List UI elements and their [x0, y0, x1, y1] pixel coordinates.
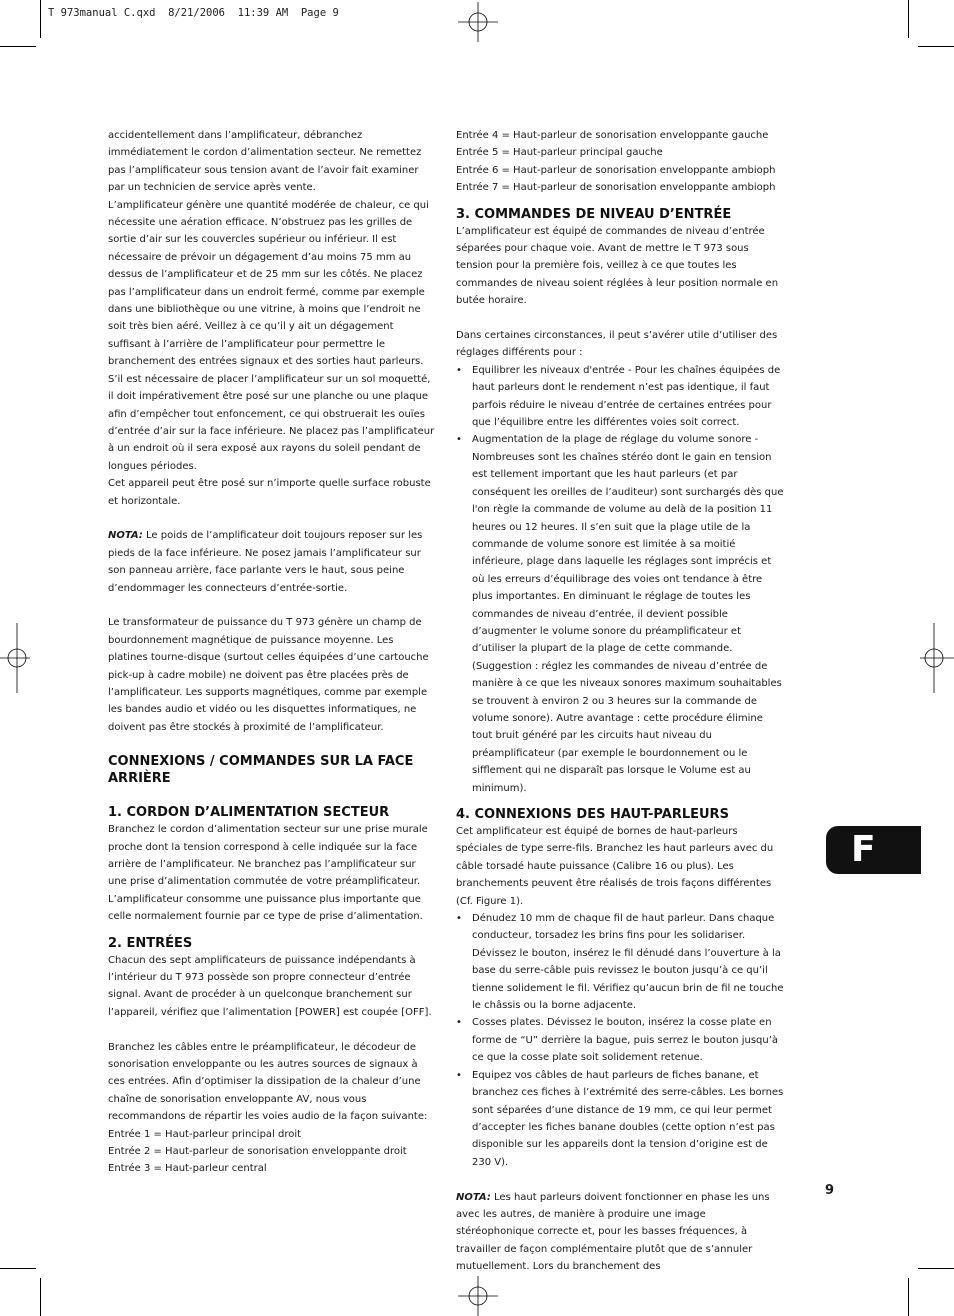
crop-mark — [908, 0, 909, 38]
registration-mark — [920, 623, 954, 693]
registration-mark — [0, 623, 30, 693]
list-item: • Augmentation de la plage de réglage du volume sonore - Nombreuses sont les chaînes stéréo dont le gain en tension est tellement important que les haut parleurs (et par conséquent les oreilles de l’auditeur) sont surchargés dès que l'on règle la commande de volume au delà de la position 11 heures ou 12 heures. Il s’en suit que la plage utile de la commande de volume sonore est limitée à sa moitié inférieure, plage dans laquelle les réglages sont imprécis et où les erreurs d’équilibrage des voies ont tendance à être plus importantes. En diminuant le réglage de toutes les commandes de niveau d’entrée, il devient possible d’augmenter le volume sonore du préamplificateur et d’utiliser la plupart de la plage de cette commande. (Suggestion : réglez les commandes de niveau d’entrée de manière à ce que les niveaux sonores maximum souhaitables se trouvent à environ 2 ou 3 heures sur la commande de volume sonore). Autre avantage : cette procédure élimine tout bruit généré par les circuits haut niveau du préamplificateur (par exemple le bourdonnement ou le sifflement qui ne disparaît pas lorsque le Volume est au minimum). — [456, 431, 784, 797]
input-assignment: Entrée 4 = Haut-parleur de sonorisation enveloppante gauche — [456, 130, 769, 141]
crop-mark — [918, 46, 954, 47]
list-item: • Dénudez 10 mm de chaque fil de haut parleur. Dans chaque conducteur, torsadez les brins fins pour les solidariser. Dévissez le bouton, insérez le fil dénudé dans l’ouverture à la base du serre-câble puis revissez le bouton jusqu’à ce qu’il tienne solidement le fil. Vérifiez qu’aucun brin de fil ne touche le châssis ou la borne adjacente. — [456, 910, 784, 1014]
registration-mark — [458, 2, 498, 42]
list-item: • Cosses plates. Dévissez le bouton, insérez la cosse plate en forme de “U” derrière la bague, puis serrez le bouton jusqu’à ce que la cosse plate soit solidement retenue. — [456, 1014, 784, 1066]
bullet-list — [456, 910, 784, 1171]
nota-label: NOTA: — [456, 1191, 491, 1203]
paragraph: Branchez le cordon d’alimentation secteur sur une prise murale proche dont la tension correspond à celle indiquée sur la face arrière de l’amplificateur. Ne branchez pas l’amplificateur sur une prise d’alimentation commutée de votre préamplificateur. L’amplificateur consomme une puissance plus importante que celle normalement fournie par ce type de prise d’alimentation. — [108, 824, 428, 923]
crop-mark — [918, 1268, 954, 1269]
nota-text: Les haut parleurs doivent fonctionner en phase les uns avec les autres, de manière à produire une image stéréophonique correcte et, pour les basses fréquences, à travailler de façon complémentaire plutôt que de s’annuler mutuellement. Lors du branchement des — [456, 1191, 770, 1273]
crop-mark — [0, 1268, 36, 1269]
left-column — [108, 127, 436, 1178]
paragraph: Cet amplificateur est équipé de bornes de haut-parleurs spéciales de type serre-fils. Branchez les haut parleurs avec du câble torsadé haute puissance (Calibre 16 ou plus). Les branchements peuvent être réalisés de trois façons différentes (Cf. Figure 1). — [456, 826, 774, 907]
input-assignment: Entrée 6 = Haut-parleur de sonorisation enveloppante ambioph — [456, 164, 776, 176]
paragraph: L’amplificateur est équipé de commandes de niveau d’entrée séparées pour chaque voie. Avant de mettre le T 973 sous tension pour la première fois, veillez à ce que toutes les commandes de niveau soient réglées à leur position normale en butée horaire. — [456, 225, 779, 307]
section-heading: 2. ENTRÉES — [108, 935, 193, 951]
paragraph: accidentellement dans l’amplificateur, débranchez immédiatement le cordon d’alimentation secteur. Ne remettez pas l’amplificateur sous tension avant de l’avoir fait examiner par un technicien de service après vente. — [108, 130, 422, 194]
nota-label: NOTA: — [108, 530, 143, 542]
paragraph: Le transformateur de puissance du T 973 génère un champ de bourdonnement magnétique de puissance moyenne. Les platines tourne-disque (surtout celles équipées d’une cartouche pick-up à cadre mobile) ne doivent pas être placées près de l’amplificateur. Les supports magnétiques, comme par exemple les bandes audio et vidéo ou les disquettes informatiques, ne doivent pas être stockés à proximité de l’amplificateur. — [108, 617, 429, 733]
file-info-header: T 973manual C.qxd 8/21/2006 11:39 AM Page 9 — [48, 7, 339, 19]
language-tab — [826, 826, 921, 874]
nota-paragraph — [456, 1189, 784, 1276]
paragraph: Chacun des sept amplificateurs de puissance indépendants à l’intérieur du T 973 possède son propre connecteur d’entrée signal. Avant de procéder à un quelconque branchement sur l’appareil, vérifiez que l’alimentation [POWER] est coupée [OFF]. — [108, 954, 432, 1018]
crop-mark — [40, 0, 41, 38]
section-heading: 3. COMMANDES DE NIVEAU D’ENTRÉE — [456, 206, 732, 222]
right-column — [456, 127, 784, 1276]
list-item: • Equilibrer les niveaux d'entrée - Pour les chaînes équipées de haut parleurs dont le rendement n’est pas identique, il faut parfois réduire le niveau d’entrée de certaines entrées pour que l’équilibre entre les différentes voies soit correct. — [456, 362, 784, 432]
input-assignment: Entrée 2 = Haut-parleur de sonorisation enveloppante droit — [108, 1146, 407, 1158]
section-heading: CONNEXIONS / COMMANDES SUR LA FACE ARRIÈRE — [108, 754, 414, 787]
registration-mark — [458, 1276, 498, 1316]
nota-paragraph — [108, 527, 436, 597]
paragraph: L’amplificateur génère une quantité modérée de chaleur, ce qui nécessite une aération efficace. N’obstruez pas les grilles de sortie d’air sur les couvercles supérieur ou inférieur. Il est nécessaire de prévoir un dégagement d’au moins 75 mm au dessus de l’amplificateur et de 25 mm sur les côtés. Ne placez pas l’amplificateur dans un endroit fermé, comme par exemple dans une bibliothèque ou une vitrine, à moins que l’endroit ne soit très bien aéré. Veillez à ce qu’il y ait un dégagement suffisant à l’arrière de l’amplificateur pour permettre le branchement des entrées signaux et des sorties haut parleurs. S’il est nécessaire de placer l’amplificateur sur un sol moquetté, il doit impérativement être posé sur une planche ou une plaque afin d’empêcher tout enfoncement, ce qui obstruerait les ouïes d’entrée d’air sur la face inférieure. Ne placez pas l’amplificateur à un endroit où il sera exposé aux rayons du soleil pendant de longues périodes. — [108, 199, 435, 472]
section-heading: 1. CORDON D’ALIMENTATION SECTEUR — [108, 805, 390, 821]
crop-mark — [0, 46, 36, 47]
page-number: 9 — [825, 1183, 835, 1198]
crop-mark — [908, 1278, 909, 1316]
input-assignment: Entrée 1 = Haut-parleur principal droit — [108, 1128, 302, 1140]
input-assignment: Entrée 3 = Haut-parleur central — [108, 1163, 267, 1175]
bullet-list — [456, 362, 784, 797]
input-assignment: Entrée 7 = Haut-parleur de sonorisation enveloppante ambioph — [456, 182, 776, 194]
list-item: • Equipez vos câbles de haut parleurs de fiches banane, et branchez ces fiches à l’extrémité des serre-câbles. Les bornes sont séparées d’une distance de 19 mm, ce qui leur permet d’accepter les fiches banane doubles (cette option n’est pas disponible sur les appareils dont la tension d’origine est de 230 V). — [456, 1067, 784, 1171]
input-assignment: Entrée 5 = Haut-parleur principal gauche — [456, 147, 663, 159]
nota-text: Le poids de l’amplificateur doit toujours reposer sur les pieds de la face inférieure. Ne posez jamais l’amplificateur sur son panneau arrière, face parlante vers le haut, sous peine d’endommager les connecteurs d’entrée-sortie. — [108, 530, 423, 594]
language-tab-letter: F — [851, 829, 876, 870]
paragraph: Branchez les câbles entre le préamplificateur, le décodeur de sonorisation enveloppante ou les autres sources de signaux à ces entrées. Afin d’optimiser la dissipation de la chaleur d’une chaîne de sonorisation enveloppante AV, nous vous recommandons de répartir les voies audio de la façon suivante: — [108, 1041, 428, 1123]
paragraph: Dans certaines circonstances, il peut s’avérer utile d’utiliser des réglages différents pour : — [456, 330, 778, 359]
section-heading: 4. CONNEXIONS DES HAUT-PARLEURS — [456, 807, 729, 823]
paragraph: Cet appareil peut être posé sur n’importe quelle surface robuste et horizontale. — [108, 478, 431, 507]
crop-mark — [40, 1278, 41, 1316]
